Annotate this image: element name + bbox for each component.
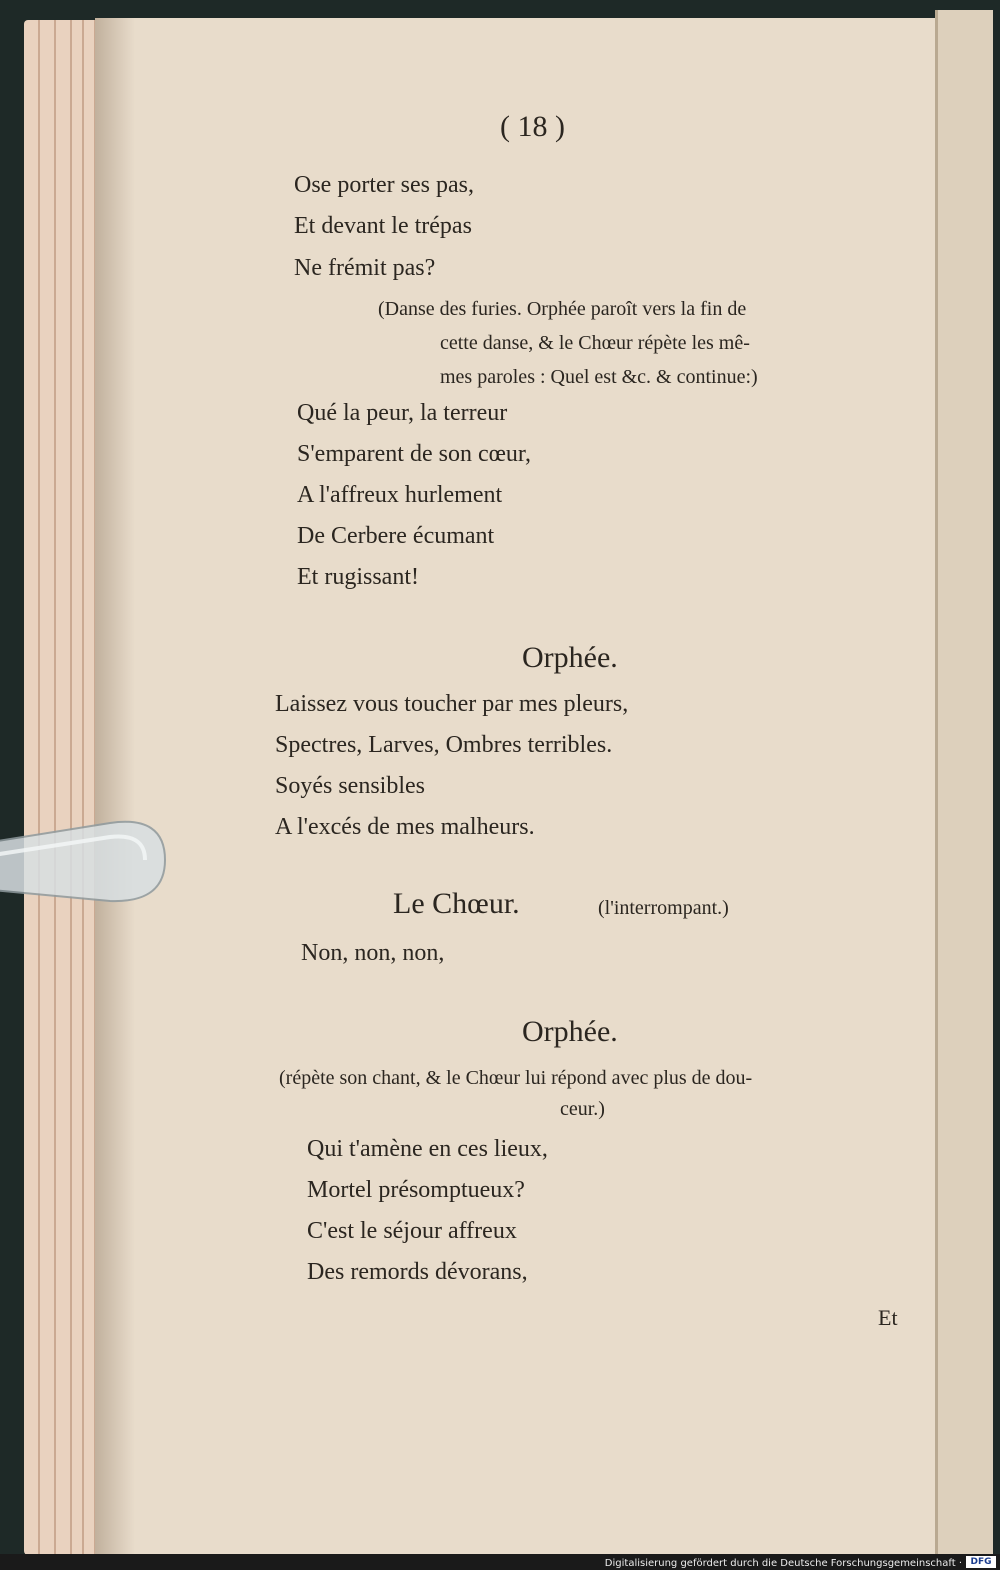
dfg-logo: DFG	[966, 1556, 996, 1568]
verse-line: Laissez vous toucher par mes pleurs,	[275, 691, 629, 717]
footer-credit: Digitalisierung gefördert durch die Deutsche Forschungsgemeinschaft ·	[604, 1558, 962, 1569]
stage-direction: ceur.)	[560, 1098, 605, 1120]
verse-line: A l'affreux hurlement	[297, 482, 503, 508]
verse-line: Des remords dévorans,	[307, 1259, 528, 1285]
verse-line: Ose porter ses pas,	[294, 172, 474, 198]
speaker-heading: Orphée.	[522, 641, 618, 674]
stage-direction: (répète son chant, & le Chœur lui répond avec plus de dou-	[279, 1067, 753, 1089]
verse-line: Qué la peur, la terreur	[297, 400, 508, 426]
verse-line: Qui t'amène en ces lieux,	[307, 1136, 548, 1162]
verse-line: Ne frémit pas?	[294, 255, 436, 281]
catchword: Et	[878, 1305, 898, 1330]
verse-line: Soyés sensibles	[275, 773, 425, 799]
verse-line: Non, non, non,	[301, 940, 445, 966]
page-number: ( 18 )	[500, 110, 565, 143]
speaker-heading: Orphée.	[522, 1015, 618, 1048]
verse-line: A l'excés de mes malheurs.	[275, 814, 535, 840]
verse-line: Spectres, Larves, Ombres terribles.	[275, 732, 613, 758]
stage-direction: (l'interrompant.)	[598, 897, 729, 919]
page-holder-clip	[0, 815, 210, 910]
verse-line: Et rugissant!	[297, 564, 419, 590]
facing-page-edge	[935, 10, 993, 1560]
gutter-shadow	[95, 18, 135, 1558]
verse-line: Mortel présomptueux?	[307, 1177, 525, 1203]
verse-line: C'est le séjour affreux	[307, 1218, 517, 1244]
book-page	[95, 18, 940, 1558]
stage-direction: mes paroles : Quel est &c. & continue:)	[440, 366, 758, 388]
stage-direction: (Danse des furies. Orphée paroît vers la fin de	[378, 298, 747, 320]
stage-direction: cette danse, & le Chœur répète les mê-	[440, 332, 750, 354]
verse-line: S'emparent de son cœur,	[297, 441, 531, 467]
verse-line: Et devant le trépas	[294, 213, 472, 239]
speaker-heading: Le Chœur.	[393, 887, 520, 920]
verse-line: De Cerbere écumant	[297, 523, 495, 549]
